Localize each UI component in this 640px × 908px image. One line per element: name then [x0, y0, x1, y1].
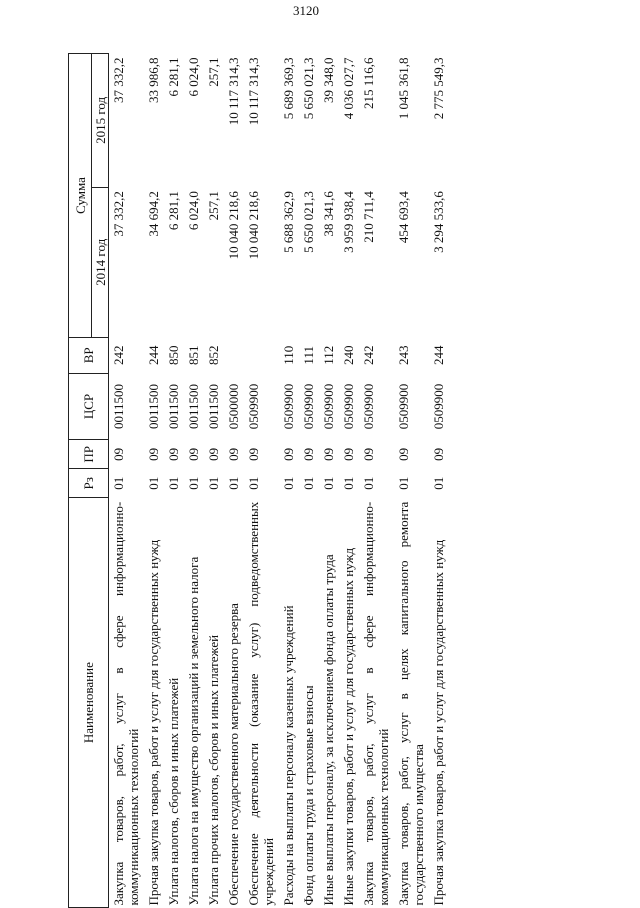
row-vr: 244 — [146, 345, 161, 366]
row-name: Расходы на выплаты персоналу казенных учреждений — [281, 605, 296, 906]
row-vr: 852 — [206, 345, 221, 366]
budget-table — [68, 53, 449, 908]
header-vr: ВР — [69, 337, 109, 373]
table-row — [339, 54, 359, 908]
row-sum-2015: 10 117 314,3 — [226, 57, 241, 126]
table-row — [279, 54, 299, 908]
row-vr: 240 — [341, 345, 356, 366]
row-pr: 09 — [111, 447, 126, 461]
row-pr: 09 — [186, 447, 201, 461]
row-csr: 0011500 — [111, 383, 126, 430]
row-csr: 0011500 — [146, 383, 161, 430]
table-row — [299, 54, 319, 908]
row-pr: 09 — [246, 447, 261, 461]
row-pr: 09 — [396, 447, 411, 461]
table-row — [204, 54, 224, 908]
row-vr: 851 — [186, 345, 201, 366]
row-csr: 0011500 — [206, 383, 221, 430]
header-pr: ПР — [69, 440, 109, 469]
row-sum-2015: 5 650 021,3 — [301, 57, 316, 120]
row-rz: 01 — [396, 476, 411, 490]
row-name: Обеспечение деятельности (оказание услуг) подведомственных учреждений — [246, 501, 276, 906]
table-row — [394, 54, 429, 908]
row-rz: 01 — [361, 476, 376, 490]
row-csr: 0509900 — [246, 383, 261, 430]
row-vr: 242 — [361, 345, 376, 366]
table-row — [144, 54, 164, 908]
row-sum-2014: 38 341,6 — [321, 191, 336, 237]
row-vr — [224, 337, 244, 373]
row-csr: 0509900 — [431, 383, 446, 430]
page-number: 3120 — [293, 3, 319, 18]
row-pr: 09 — [341, 447, 356, 461]
row-pr: 09 — [206, 447, 221, 461]
table-row — [109, 54, 145, 908]
row-rz: 01 — [111, 476, 126, 490]
row-sum-2014: 3 959 938,4 — [341, 191, 356, 253]
row-vr: 850 — [166, 345, 181, 366]
row-name: Закупка товаров, работ, услуг в сфере информационно-коммуникационных технологий — [361, 501, 391, 906]
header-sum: Сумма — [69, 54, 92, 338]
row-rz: 01 — [166, 476, 181, 490]
row-sum-2015: 6 024,0 — [186, 57, 201, 97]
row-pr: 09 — [281, 447, 296, 461]
header-year-2015: 2015 год — [92, 54, 109, 188]
table-row — [164, 54, 184, 908]
table-row — [359, 54, 394, 908]
row-vr: 244 — [431, 345, 446, 366]
row-sum-2014: 5 688 362,9 — [281, 191, 296, 253]
row-sum-2015: 2 775 549,3 — [431, 57, 446, 120]
row-name: Уплата налогов, сборов и иных платежей — [166, 677, 181, 906]
header-rz: Рз — [69, 469, 109, 498]
row-csr: 0509900 — [396, 383, 411, 430]
header-csr: ЦСР — [69, 373, 109, 440]
row-sum-2015: 5 689 369,3 — [281, 57, 296, 120]
row-name: Обеспечение государственного материального резерва — [226, 603, 241, 906]
table-body — [109, 54, 450, 908]
row-vr: 112 — [321, 345, 336, 365]
row-rz: 01 — [186, 476, 201, 490]
row-sum-2014: 6 024,0 — [186, 191, 201, 231]
rotated-table-area — [68, 53, 640, 906]
row-pr: 09 — [431, 447, 446, 461]
table-row — [244, 54, 279, 908]
row-csr: 0509900 — [281, 383, 296, 430]
row-vr: 110 — [281, 345, 296, 365]
row-csr: 0500000 — [226, 383, 241, 430]
row-name: Закупка товаров, работ, услуг в целях капитального ремонта государственного имущества — [396, 501, 426, 906]
table-row — [319, 54, 339, 908]
row-csr: 0509900 — [301, 383, 316, 430]
row-vr: 111 — [301, 346, 316, 365]
row-csr: 0011500 — [166, 383, 181, 430]
row-pr: 09 — [226, 447, 241, 461]
row-sum-2014: 454 693,4 — [396, 191, 411, 244]
table-row — [184, 54, 204, 908]
row-sum-2015: 10 117 314,3 — [246, 57, 261, 126]
row-name: Уплата налога на имущество организаций и земельного налога — [186, 556, 201, 906]
row-csr: 0509900 — [361, 383, 376, 430]
header-name: Наименование — [69, 498, 109, 908]
row-rz: 01 — [226, 476, 241, 490]
row-sum-2014: 210 711,4 — [361, 191, 376, 243]
table-row — [224, 54, 244, 908]
row-name: Прочая закупка товаров, работ и услуг для государственных нужд — [146, 539, 161, 906]
row-sum-2015: 257,1 — [206, 57, 221, 87]
row-sum-2014: 10 040 218,6 — [226, 191, 241, 260]
row-sum-2014: 6 281,1 — [166, 191, 181, 231]
row-vr — [244, 337, 279, 373]
row-name: Закупка товаров, работ, услуг в сфере информационно-коммуникационных технологий — [111, 501, 141, 906]
row-sum-2015: 39 348,0 — [321, 57, 336, 103]
row-sum-2015: 215 116,6 — [361, 57, 376, 110]
row-rz: 01 — [301, 476, 316, 490]
row-vr: 242 — [111, 345, 126, 366]
row-sum-2014: 34 694,2 — [146, 191, 161, 237]
row-sum-2015: 6 281,1 — [166, 57, 181, 97]
budget-table-sheet — [68, 53, 598, 908]
row-sum-2014: 5 650 021,3 — [301, 191, 316, 253]
row-rz: 01 — [431, 476, 446, 490]
row-sum-2015: 33 986,8 — [146, 57, 161, 103]
row-rz: 01 — [206, 476, 221, 490]
row-csr: 0011500 — [186, 383, 201, 430]
row-sum-2015: 1 045 361,8 — [396, 57, 411, 120]
row-sum-2014: 3 294 533,6 — [431, 191, 446, 253]
row-name: Иные выплаты персоналу, за исключением фонда оплаты труда — [321, 554, 336, 906]
row-rz: 01 — [146, 476, 161, 490]
row-name: Иные закупки товаров, работ и услуг для государственных нужд — [341, 547, 356, 906]
row-rz: 01 — [281, 476, 296, 490]
row-pr: 09 — [166, 447, 181, 461]
header-year-2014: 2014 год — [92, 187, 109, 337]
row-rz: 01 — [246, 476, 261, 490]
row-csr: 0509900 — [321, 383, 336, 430]
row-pr: 09 — [146, 447, 161, 461]
row-pr: 09 — [301, 447, 316, 461]
row-sum-2014: 257,1 — [206, 191, 221, 221]
row-rz: 01 — [341, 476, 356, 490]
row-rz: 01 — [321, 476, 336, 490]
row-sum-2015: 37 332,2 — [111, 57, 126, 103]
row-name: Уплата прочих налогов, сборов и иных платежей — [206, 634, 221, 906]
table-row — [429, 54, 449, 908]
row-csr: 0509900 — [341, 383, 356, 430]
row-name: Прочая закупка товаров, работ и услуг для государственных нужд — [431, 539, 446, 906]
row-vr: 243 — [396, 345, 411, 366]
row-sum-2015: 4 036 027,7 — [341, 57, 356, 120]
row-name: Фонд оплаты труда и страховые взносы — [301, 685, 316, 906]
row-pr: 09 — [321, 447, 336, 461]
row-pr: 09 — [361, 447, 376, 461]
row-sum-2014: 37 332,2 — [111, 191, 126, 237]
row-sum-2014: 10 040 218,6 — [246, 191, 261, 260]
